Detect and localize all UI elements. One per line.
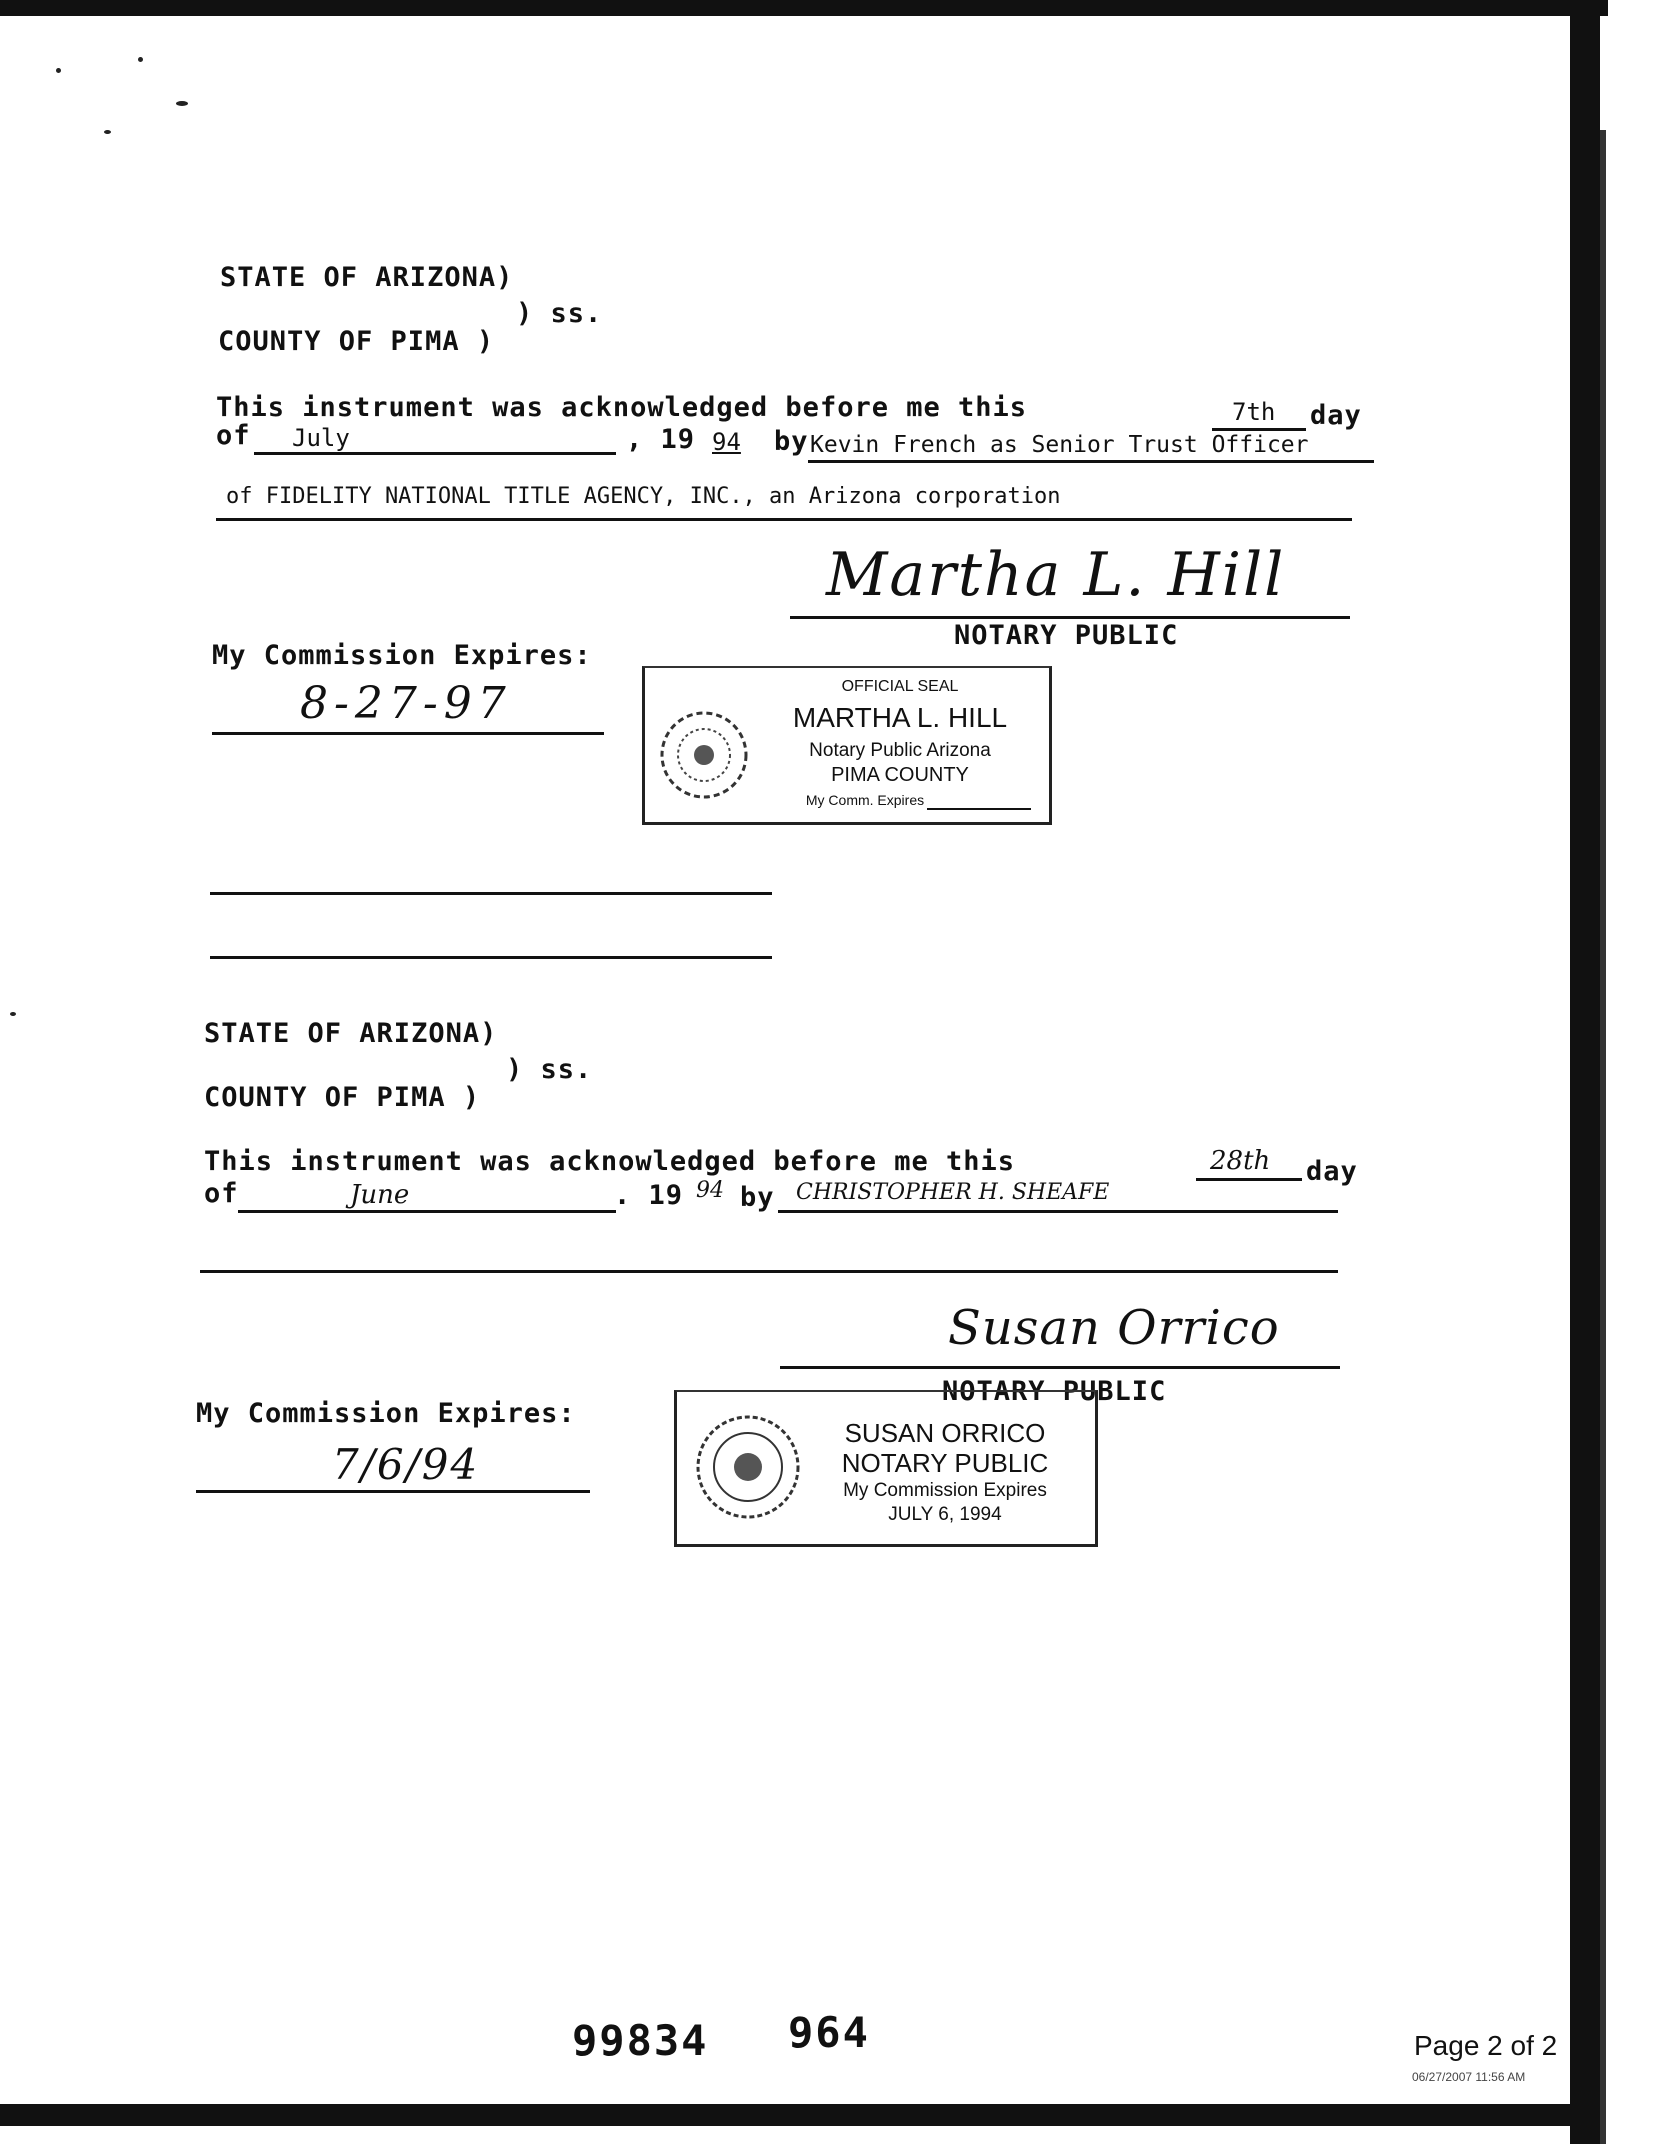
seal-name: MARTHA L. HILL	[792, 702, 1008, 733]
page-number: 964	[788, 2008, 870, 2057]
commission-underline-2	[196, 1490, 590, 1493]
seal-2-line-4: JULY 6, 1994	[888, 1504, 1002, 1525]
signature-line-2	[780, 1366, 1340, 1369]
state-line-2: STATE OF ARIZONA)	[204, 1018, 498, 1049]
month-value-2: June	[350, 1180, 410, 1210]
notary-seal-stamp	[642, 666, 1052, 825]
day-word: day	[1310, 400, 1362, 431]
seal-line-2: Notary Public Arizona	[809, 740, 991, 761]
scan-border-right	[1570, 0, 1600, 2144]
day-underline-2	[1196, 1178, 1302, 1181]
acknowledged-text-2: This instrument was acknowledged before me this	[204, 1146, 1016, 1177]
blank-line	[210, 892, 772, 895]
org-underline-2	[200, 1270, 1338, 1273]
state-line: STATE OF ARIZONA)	[220, 262, 514, 293]
by-word: by	[774, 426, 809, 457]
notary-public-label-2: NOTARY PUBLIC	[942, 1376, 1167, 1407]
seal-2-name: SUSAN ORRICO	[844, 1418, 1046, 1448]
day-underline	[1212, 428, 1306, 431]
month-value: July	[292, 424, 350, 452]
month-underline	[254, 452, 616, 455]
scan-border-top	[0, 0, 1608, 16]
notary-seal-stamp-2	[674, 1390, 1098, 1547]
acknowledged-text: This instrument was acknowledged before me this	[216, 392, 1028, 423]
seal-header: OFFICIAL SEAL	[841, 678, 959, 695]
page-indicator: Page 2 of 2	[1414, 2030, 1558, 2061]
year-prefix: , 19	[626, 424, 696, 455]
year-value: 94	[712, 428, 741, 456]
of-word-2: of	[204, 1178, 239, 1209]
day-value-2: 28th	[1210, 1146, 1271, 1176]
by-underline	[808, 460, 1374, 463]
scan-border-bottom	[0, 2104, 1600, 2126]
org-underline	[216, 518, 1352, 521]
day-value: 7th	[1232, 398, 1276, 426]
org-line: of FIDELITY NATIONAL TITLE AGENCY, INC., an Arizona corporation	[226, 484, 1061, 509]
seal-line-4: My Comm. Expires	[805, 792, 925, 808]
year-value-2: 94	[696, 1178, 724, 1203]
by-value-2: CHRISTOPHER H. SHEAFE	[796, 1180, 1110, 1205]
scan-speck	[138, 57, 143, 62]
fax-timestamp: 06/27/2007 11:56 AM	[1412, 2070, 1526, 2084]
commission-value: 8-27-97	[300, 678, 512, 729]
seal-2-line-2: NOTARY PUBLIC	[841, 1448, 1049, 1478]
day-word-2: day	[1306, 1156, 1358, 1187]
blank-line	[210, 956, 772, 959]
document-number: 99834	[572, 2016, 709, 2065]
scan-speck	[56, 68, 61, 73]
scan-border-right-edge	[1600, 130, 1606, 2144]
of-word: of	[216, 420, 251, 451]
by-underline-2	[778, 1210, 1338, 1213]
notary-signature: Martha L. Hill	[826, 540, 1286, 610]
scan-speck	[176, 101, 188, 106]
county-line: COUNTY OF PIMA )	[218, 326, 495, 357]
ss-marker: ) ss.	[516, 298, 603, 329]
commission-label: My Commission Expires:	[212, 640, 592, 671]
scan-speck	[104, 130, 111, 134]
notary-signature-2: Susan Orrico	[948, 1300, 1280, 1356]
county-line-2: COUNTY OF PIMA )	[204, 1082, 481, 1113]
by-value: Kevin French as Senior Trust Officer	[810, 432, 1309, 458]
commission-label-2: My Commission Expires:	[196, 1398, 576, 1429]
seal-2-line-3: My Commission Expires	[843, 1480, 1047, 1501]
month-underline-2	[238, 1210, 616, 1213]
year-prefix-2: . 19	[614, 1180, 684, 1211]
notary-public-label: NOTARY PUBLIC	[954, 620, 1179, 651]
ss-marker-2: ) ss.	[506, 1054, 593, 1085]
commission-underline	[212, 732, 604, 735]
signature-line	[790, 616, 1350, 619]
seal-line-3: PIMA COUNTY	[831, 764, 969, 786]
commission-value-2: 7/6/94	[332, 1440, 480, 1489]
scan-speck	[10, 1012, 16, 1016]
state-seal-icon	[657, 708, 751, 802]
notary-seal-icon	[693, 1412, 803, 1522]
seal-expiry-blank	[927, 808, 1031, 810]
by-word-2: by	[740, 1182, 775, 1213]
